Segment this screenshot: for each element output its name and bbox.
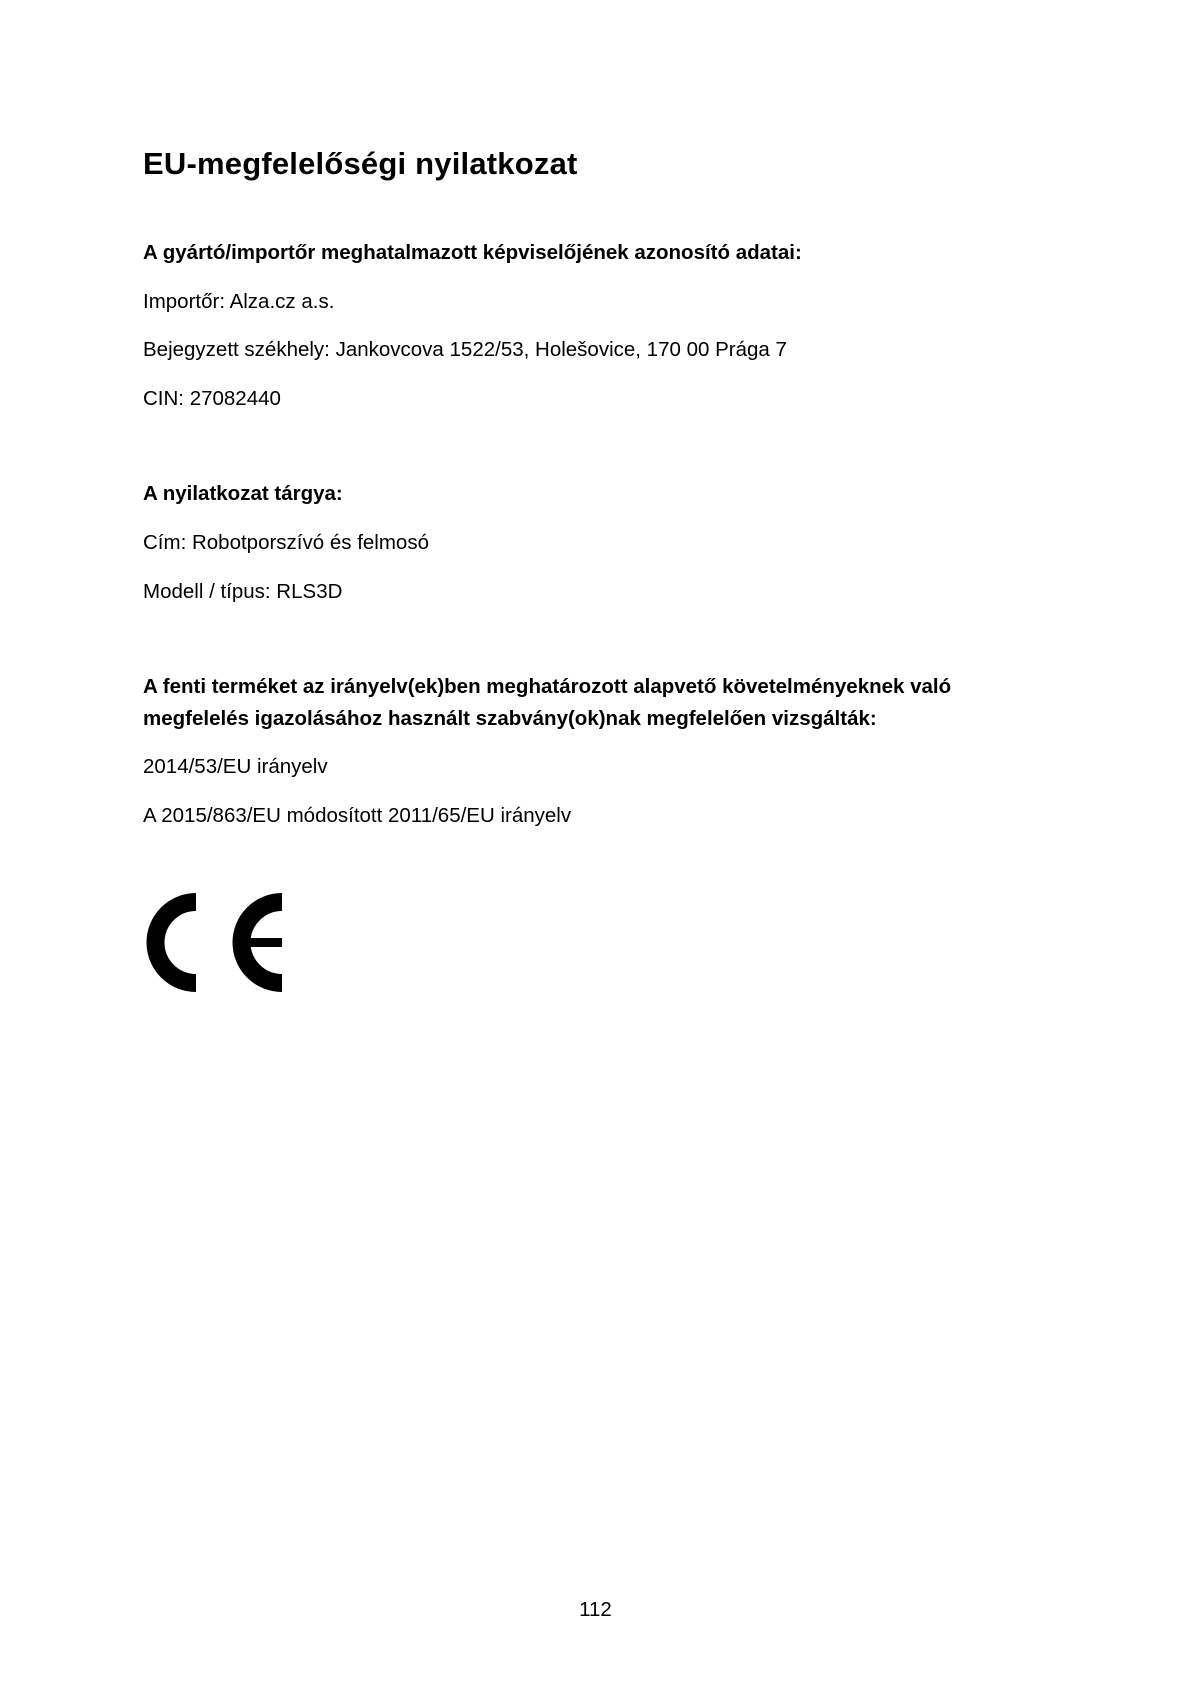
cin-number: CIN: 27082440	[143, 387, 281, 410]
importer-section-heading: A gyártó/importőr meghatalmazott képviselőjének azonosító adatai:	[143, 241, 802, 264]
product-model: Modell / típus: RLS3D	[143, 580, 343, 603]
importer-name: Importőr: Alza.cz a.s.	[143, 290, 335, 313]
ce-mark-icon	[142, 893, 283, 992]
directive-2: A 2015/863/EU módosított 2011/65/EU irányelv	[143, 804, 572, 827]
registered-office: Bejegyzett székhely: Jankovcova 1522/53, Holešovice, 170 00 Prága 7	[143, 338, 787, 361]
standards-section-heading-line-1: A fenti terméket az irányelv(ek)ben meghatározott alapvető követelményeknek való	[143, 675, 952, 698]
standards-section-heading-line-2: megfelelés igazolásához használt szabvány(ok)nak megfelelően vizsgálták:	[143, 707, 877, 730]
page-number: 112	[579, 1598, 612, 1621]
product-title: Cím: Robotporszívó és felmosó	[143, 531, 429, 554]
page-title: EU-megfelelőségi nyilatkozat	[143, 146, 578, 181]
directive-1: 2014/53/EU irányelv	[143, 755, 328, 778]
subject-section-heading: A nyilatkozat tárgya:	[143, 482, 343, 505]
